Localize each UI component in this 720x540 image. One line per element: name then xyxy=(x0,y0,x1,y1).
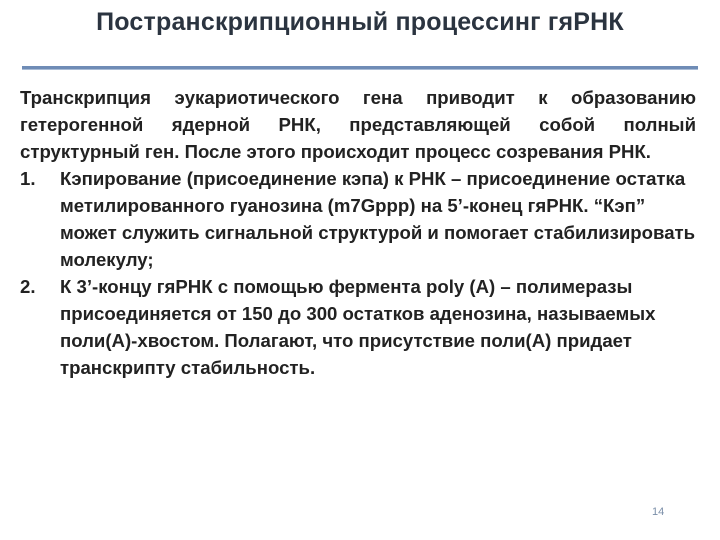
numbered-list xyxy=(20,165,696,381)
list-item-number: 1. xyxy=(20,168,36,189)
slide-title: Постранскрипционный процессинг гяРНК xyxy=(96,8,624,36)
title-divider xyxy=(22,66,698,69)
list-item-text: Кэпирование (присоединение кэпа) к РНК – присоединение остатка метилированного гуанозина (m7Gppp) на 5’-конец гяРНК. “Кэп” может служить сигнальной структурой и помогает стабилизировать молекулу; xyxy=(60,168,696,270)
slide-body xyxy=(20,84,696,381)
intro-paragraph: Транскрипция эукариотического гена приводит к образованию гетерогенной ядерной РНК, представляющей собой полный структурный ген. После этого происходит процесс созревания РНК. xyxy=(20,87,696,162)
list-item-text: К 3’-концу гяРНК с помощью фермента poly (A) – полимеразы присоединяется от 150 до 300 остатков аденозина, называемых поли(А)-хвостом. Полагают, что присутствие поли(А) придает транскрипту стабильность. xyxy=(60,276,656,378)
list-item xyxy=(20,273,696,381)
list-item-number: 2. xyxy=(20,276,36,297)
page-number: 14 xyxy=(652,506,665,518)
list-item xyxy=(20,165,696,273)
